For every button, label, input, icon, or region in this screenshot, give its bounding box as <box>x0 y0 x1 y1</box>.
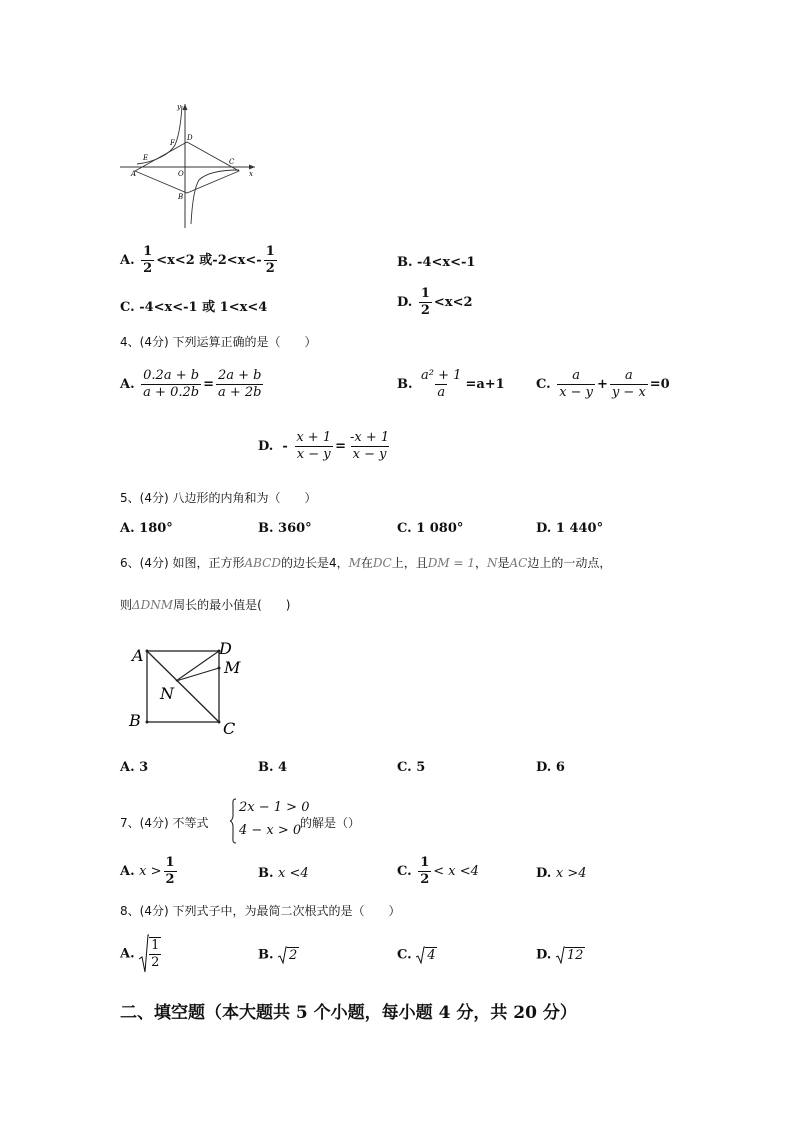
denominator: 2 <box>151 955 160 970</box>
denominator: 2 <box>420 303 430 318</box>
q7-option-b[interactable] <box>258 866 309 881</box>
stem-text: ， <box>474 556 487 570</box>
option-letter: A. <box>120 864 135 879</box>
math-inline: M <box>348 556 361 570</box>
radicand: 2 <box>289 948 298 963</box>
brace <box>229 798 237 844</box>
fraction <box>264 244 277 277</box>
stem-text: 6、(4分) 如图，正方形 <box>120 556 245 570</box>
option-text: 3 <box>139 760 149 775</box>
radicand: 4 <box>427 948 436 963</box>
option-letter: B. <box>258 947 274 963</box>
stem-text: 是 <box>497 556 510 570</box>
q5-option-b[interactable] <box>258 521 312 536</box>
option-text: 1 440° <box>555 521 604 536</box>
denominator: a + 2b <box>217 385 262 400</box>
option-letter: D. <box>397 295 413 310</box>
numerator: 1 <box>151 938 160 953</box>
point-n-label: N <box>160 684 174 703</box>
option-letter: A. <box>120 253 135 268</box>
section-heading: 二、填空题（本大题共 5 个小题，每小题 4 分，共 20 分） <box>120 1003 577 1023</box>
option-letter: D. <box>536 866 552 881</box>
numerator: 1 <box>420 855 430 870</box>
option-letter: C. <box>397 521 412 536</box>
plus-sign: + <box>597 377 608 392</box>
numerator: -x + 1 <box>350 430 390 445</box>
math-inline: N <box>487 556 498 570</box>
option-text: 360° <box>278 521 312 536</box>
fraction <box>216 368 264 401</box>
option-text: 1 080° <box>416 521 464 536</box>
fraction <box>418 855 431 888</box>
option-text: <x<2 或-2<x<- <box>156 253 262 268</box>
q5-option-d[interactable] <box>536 521 603 536</box>
numerator: 1 <box>165 855 175 870</box>
option-text: 6 <box>555 760 565 775</box>
option-text: x >4 <box>555 866 587 881</box>
option-letter: C. <box>397 947 412 963</box>
axis-y-label: y <box>177 103 181 111</box>
q7-option-c[interactable] <box>397 855 479 888</box>
option-text: 5 <box>416 760 426 775</box>
fraction <box>419 286 432 319</box>
inequality-2: 4 − x > 0 <box>239 823 302 838</box>
stem-text: 的边长是4， <box>280 556 349 570</box>
denominator: a <box>437 385 446 400</box>
q5-option-a[interactable] <box>120 521 173 536</box>
fraction <box>141 368 201 401</box>
fraction <box>557 368 595 401</box>
point-c-label: C <box>223 719 236 738</box>
q7-stem-post: 的解是（） <box>300 816 361 830</box>
q4-stem: 4、(4分) 下列运算正确的是（ ） <box>120 335 317 349</box>
q3-option-b[interactable] <box>397 255 475 270</box>
stem-text: 边上的一动点， <box>527 556 612 570</box>
fraction <box>348 430 391 463</box>
sqrt-expression <box>139 934 161 974</box>
option-letter: D. <box>536 947 552 963</box>
point-b-label: B <box>178 193 184 201</box>
hyperbola-rhombus-figure <box>115 100 260 230</box>
point-c-label: C <box>229 158 235 166</box>
point-d-label: D <box>187 134 193 142</box>
denominator: x − y <box>559 385 594 400</box>
inequality-1: 2x − 1 > 0 <box>239 800 310 815</box>
denominator: 2 <box>420 872 430 887</box>
sqrt-expression <box>556 946 586 964</box>
stem-text: 在 <box>360 556 373 570</box>
equals-sign: = <box>203 377 214 392</box>
q6-option-c[interactable] <box>397 760 425 775</box>
q8-option-b[interactable] <box>258 946 299 964</box>
sqrt-expression <box>416 946 437 964</box>
option-text: 180° <box>139 521 173 536</box>
q8-option-d[interactable] <box>536 946 585 964</box>
option-text: < x <4 <box>433 864 479 879</box>
denominator: x − y <box>352 447 387 462</box>
q7-option-d[interactable] <box>536 866 587 881</box>
q3-option-d[interactable] <box>397 286 473 319</box>
denominator: x − y <box>296 447 331 462</box>
math-inline: DC <box>372 556 392 570</box>
point-d-label: D <box>219 639 232 658</box>
stem-text: 上，且 <box>391 556 428 570</box>
option-letter: B. <box>397 255 413 270</box>
q4-option-c[interactable] <box>536 368 670 401</box>
numerator: a² + 1 <box>421 368 462 383</box>
fraction <box>419 368 463 401</box>
option-letter: A. <box>120 377 135 392</box>
q3-option-c[interactable] <box>120 296 267 315</box>
option-text: 4 <box>278 760 288 775</box>
q4-option-a[interactable] <box>120 368 265 401</box>
option-text: =0 <box>649 377 670 392</box>
fraction <box>164 855 177 888</box>
radicand: 12 <box>566 948 584 963</box>
numerator: 2a + b <box>217 368 262 383</box>
sqrt-expression <box>278 946 299 964</box>
point-a-label: A <box>132 646 144 665</box>
q6-stem-line2 <box>120 596 290 613</box>
math-inline: AC <box>509 556 528 570</box>
numerator: 0.2a + b <box>143 368 200 383</box>
option-text: <x<2 <box>433 295 473 310</box>
numerator: 1 <box>420 286 430 301</box>
point-a-label: A <box>131 170 137 178</box>
option-letter: A. <box>120 760 135 775</box>
math-inline: ABCD <box>244 556 281 570</box>
option-letter: C. <box>120 300 135 315</box>
option-letter: D. <box>258 439 274 454</box>
point-f-label: F <box>170 139 175 147</box>
equals-sign: = <box>335 439 347 454</box>
option-letter: D. <box>536 521 552 536</box>
fraction <box>149 937 161 971</box>
point-m-label: M <box>224 658 241 677</box>
q7-option-a[interactable] <box>120 855 179 888</box>
stem-text: 则 <box>120 598 133 612</box>
q4-option-b[interactable] <box>397 368 505 401</box>
option-letter: A. <box>120 946 135 962</box>
square-abcd-figure <box>126 638 251 740</box>
minus-sign: - <box>282 439 288 454</box>
option-text: -4<x<-1 <box>417 255 476 270</box>
option-letter: A. <box>120 521 135 536</box>
q7-stem-pre: 7、(4分) 不等式 <box>120 816 209 830</box>
point-e-label: E <box>143 154 149 162</box>
point-b-label: B <box>129 711 141 730</box>
option-letter: C. <box>397 864 412 879</box>
option-letter: C. <box>397 760 412 775</box>
option-letter: B. <box>258 521 274 536</box>
q6-option-a[interactable] <box>120 760 148 775</box>
option-letter: B. <box>397 377 413 392</box>
option-text: x > <box>139 864 162 879</box>
q3-option-a[interactable] <box>120 244 279 277</box>
q5-option-c[interactable] <box>397 521 463 536</box>
fraction <box>141 244 154 277</box>
math-inline: ΔDNM <box>132 598 174 612</box>
origin-label: O <box>178 170 184 178</box>
q6-option-d[interactable] <box>536 760 565 775</box>
option-letter: B. <box>258 866 274 881</box>
denominator: 2 <box>143 261 153 276</box>
numerator: a <box>624 368 633 383</box>
option-text: =a+1 <box>465 377 505 392</box>
numerator: 1 <box>143 244 153 259</box>
numerator: x + 1 <box>296 430 332 445</box>
q4-option-d[interactable] <box>258 430 393 463</box>
q8-option-c[interactable] <box>397 946 437 964</box>
denominator: a + 0.2b <box>143 385 200 400</box>
numerator: 1 <box>265 244 275 259</box>
math-inline: DM = 1 <box>427 556 475 570</box>
denominator: y − x <box>611 385 646 400</box>
option-text: x <4 <box>278 866 309 881</box>
fraction <box>294 430 333 463</box>
fraction <box>610 368 648 401</box>
q6-option-b[interactable] <box>258 760 287 775</box>
numerator: a <box>572 368 580 383</box>
stem-text: 周长的最小值是( ) <box>173 598 291 612</box>
option-letter: B. <box>258 760 274 775</box>
q5-stem: 5、(4分) 八边形的内角和为（ ） <box>120 491 317 505</box>
q6-stem-line1 <box>120 554 611 571</box>
q8-option-a[interactable] <box>120 934 161 974</box>
option-text: -4<x<-1 或 1<x<4 <box>139 300 268 315</box>
axis-x-label: x <box>249 170 253 178</box>
denominator: 2 <box>265 261 275 276</box>
option-letter: D. <box>536 760 552 775</box>
denominator: 2 <box>165 872 175 887</box>
option-letter: C. <box>536 377 551 392</box>
q8-stem: 8、(4分) 下列式子中，为最简二次根式的是（ ） <box>120 904 401 918</box>
